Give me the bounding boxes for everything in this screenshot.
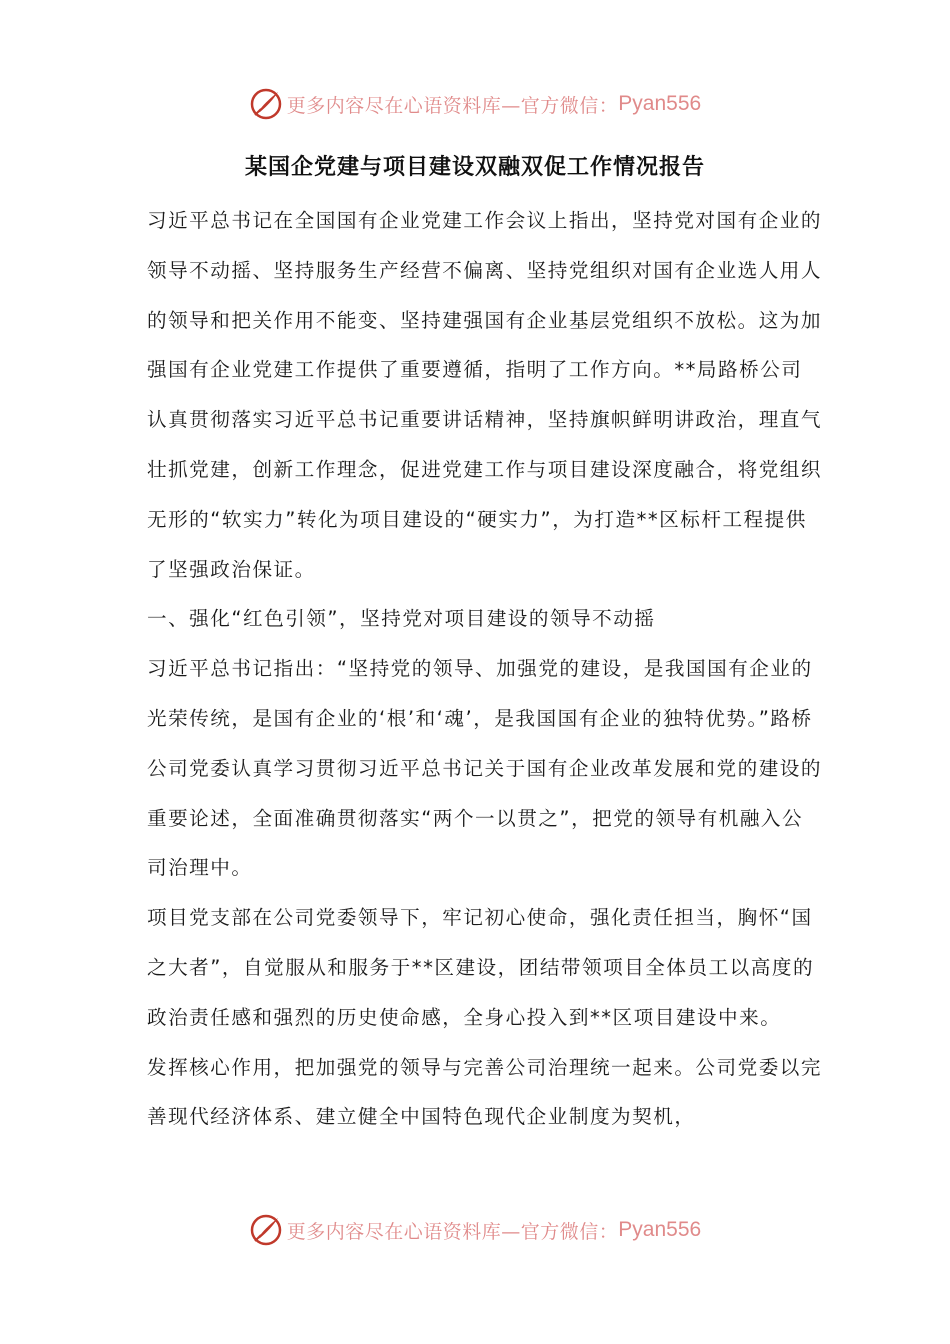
quill-logo-icon	[249, 1213, 283, 1247]
banner-wechat-id: Pyan556	[618, 92, 702, 115]
banner-wechat-id: Pyan556	[618, 1218, 702, 1241]
banner-text: 更多内容尽在心语资料库—官方微信：	[286, 94, 619, 117]
quill-logo-icon	[249, 87, 283, 121]
section-heading-1: 一、强化“红色引领”，坚持党对项目建设的领导不动摇	[147, 607, 656, 631]
paragraph-core-role: 发挥核心作用，把加强党的领导与完善公司治理统一起来。公司党委以完善现代经济体系、建立健全中国特色现代企业制度为契机，	[147, 1055, 822, 1129]
footer-watermark-banner	[0, 1210, 950, 1250]
paragraph-quote: 习近平总书记指出：“坚持党的领导、加强党的建设，是我国国有企业的光荣传统，是国有企业的‘根’和‘魂’，是我国国有企业的独特优势。”路桥公司党委认真学习贯彻习近平总书记关于国有企业改革发展和党的建设的重要论述，全面准确贯彻落实“两个一以贯之”，把党的领导有机融入公司治理中。	[147, 657, 822, 880]
header-watermark-banner	[0, 84, 950, 124]
paragraph-intro: 习近平总书记在全国国有企业党建工作会议上指出，坚持党对国有企业的领导不动摇、坚持服务生产经营不偏离、坚持党组织对国有企业选人用人的领导和把关作用不能变、坚持建强国有企业基层党组织不放松。这为加强国有企业党建工作提供了重要遵循，指明了工作方向。**局路桥公司认真贯彻落实习近平总书记重要讲话精神，坚持旗帜鲜明讲政治，理直气壮抓党建，创新工作理念，促进党建工作与项目建设深度融合，将党组织无形的“软实力”转化为项目建设的“硬实力”，为打造**区标杆工程提供了坚强政治保证。	[147, 209, 822, 581]
banner-text: 更多内容尽在心语资料库—官方微信：	[286, 1220, 619, 1243]
document-body	[147, 196, 822, 1142]
paragraph-branch: 项目党支部在公司党委领导下，牢记初心使命，强化责任担当，胸怀“国之大者”，自觉服从和服务于**区建设，团结带领项目全体员工以高度的政治责任感和强烈的历史使命感，全身心投入到**区项目建设中来。	[147, 906, 815, 1029]
document-title: 某国企党建与项目建设双融双促工作情况报告	[244, 154, 705, 180]
